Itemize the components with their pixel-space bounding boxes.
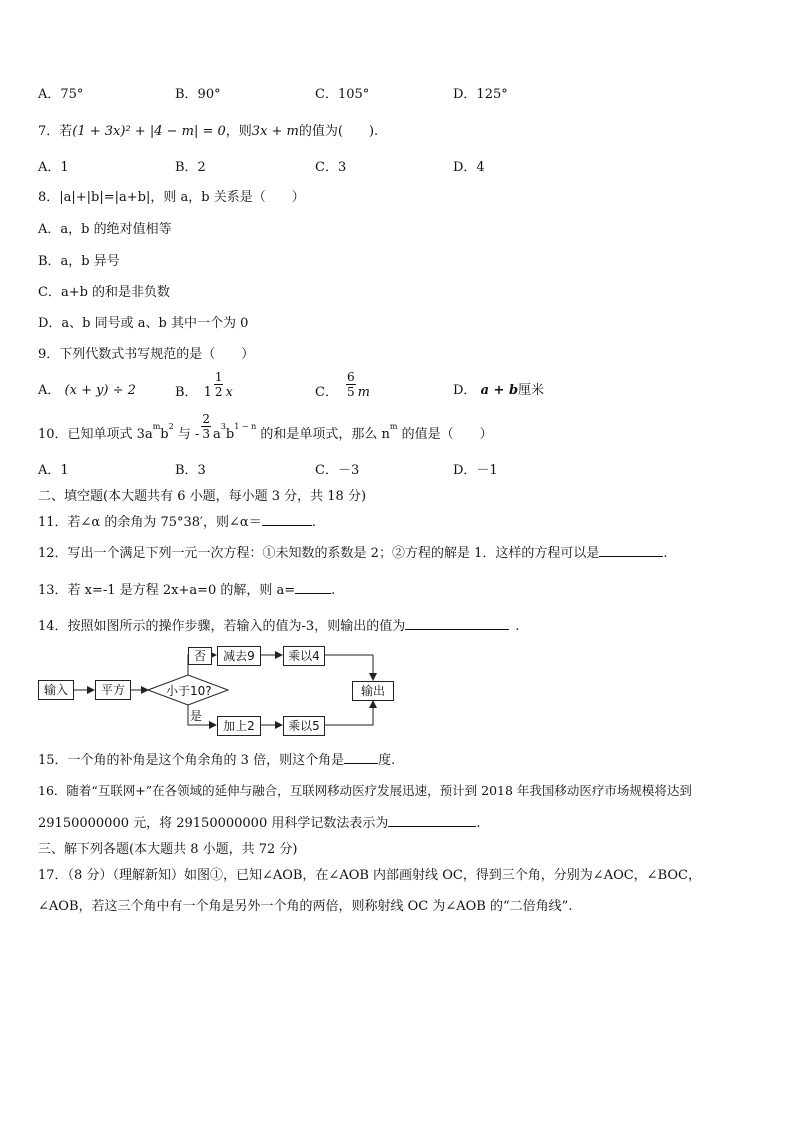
flow-no-label: 否: [188, 647, 212, 665]
q9-stem: 9．下列代数式书写规范的是（ ）: [38, 347, 255, 362]
q9-option-d-expr: a + b: [480, 383, 519, 398]
q10-option-a: A．1: [38, 463, 69, 478]
q14-post: .: [515, 619, 520, 634]
q8-option-c: C．a+b 的和是非负数: [38, 285, 171, 300]
q16-line1: 16．随着“互联网+”在各领域的延伸与融合，互联网移动医疗发展迅速，预计到 2018 年我国移动医疗市场规模将达到: [38, 783, 692, 798]
q14-answer-blank[interactable]: [405, 617, 509, 630]
flow-condition-label: 小于10?: [166, 684, 212, 698]
q9-option-a-expr: (x + y) ÷ 2: [64, 383, 136, 398]
q10-mid2: 与 -: [173, 427, 200, 442]
q12: [38, 542, 668, 561]
flow-multiply4-box: 乘以4: [283, 646, 325, 666]
q7-option-b: B．2: [175, 160, 206, 175]
q10-option-b: B．3: [175, 463, 206, 478]
q16-text: 29150000000 元，将 29150000000 用科学记数法表示为: [38, 816, 389, 831]
q16-post: .: [476, 816, 481, 831]
q9-option-c-fraction: [346, 371, 356, 398]
q7-mid: ，则: [225, 124, 252, 139]
q13-post: .: [331, 583, 336, 598]
q15-text: 15．一个角的补角是这个角余角的 3 倍，则这个角是: [38, 753, 345, 768]
flow-subtract9-box: 减去9: [217, 646, 261, 666]
q12-text: 12．写出一个满足下列一元一次方程：①未知数的系数是 2；②方程的解是 1．这样的方程可以是: [38, 546, 600, 561]
q9-option-a-label: A．: [38, 383, 61, 398]
q13-text: 13．若 x=-1 是方程 2x+a=0 的解，则 a=: [38, 583, 296, 598]
q15-answer-blank[interactable]: [344, 751, 378, 764]
q7-option-a: A．1: [38, 160, 69, 175]
q10-sup1: m: [152, 421, 161, 431]
q9-option-b-whole: 1: [203, 385, 212, 400]
q10-sup3: 3: [220, 421, 226, 431]
q6-option-c: C．105°: [315, 87, 370, 102]
q16-answer-blank[interactable]: [388, 814, 476, 827]
q9-option-a: [38, 379, 136, 398]
q10-tail: 的值是（ ）: [397, 427, 493, 442]
q9-option-b-label: B．: [175, 385, 198, 400]
q8-option-d: D．a、b 同号或 a、b 其中一个为 0: [38, 316, 249, 331]
q11-text: 11．若∠α 的余角为 75°38′，则∠α＝: [38, 515, 262, 530]
flow-add2-box: 加上2: [217, 716, 261, 736]
q10-fraction-numerator: 2: [202, 412, 211, 426]
q9-option-c-denominator: 5: [346, 385, 355, 399]
q8-option-a: A．a，b 的绝对值相等: [38, 222, 172, 237]
q9-option-c-numerator: 6: [346, 370, 355, 384]
q10-sup4: 1 − n: [234, 421, 257, 431]
q9-option-d-unit: 厘米: [518, 383, 545, 398]
q15: [38, 749, 395, 768]
flow-output-box: 输出: [352, 681, 394, 701]
q10-sup2: 2: [168, 421, 174, 431]
q10-option-d: D．－1: [453, 463, 498, 478]
q7-option-d: D．4: [453, 160, 485, 175]
q7-stem: [38, 120, 378, 139]
q10-sup5: m: [389, 421, 398, 431]
q6-option-a: A．75°: [38, 87, 84, 102]
q9-option-b-numerator: 1: [214, 370, 223, 384]
q9-options: [38, 371, 758, 405]
section3-heading: 三、解下列各题(本大题共 8 小题，共 72 分): [38, 842, 298, 857]
q7-options: [38, 156, 758, 176]
q17-line2: ∠AOB，若这三个角中有一个角是另外一个角的两倍，则称射线 OC 为∠AOB 的“二倍角线”.: [38, 899, 573, 914]
q9-option-c-var: m: [357, 385, 370, 400]
q7-equation: (1 + 3x)² + |4 − m| = 0: [72, 124, 226, 139]
flow-yes-label: 是: [190, 709, 203, 723]
q16-line2: [38, 812, 481, 831]
arrow-mul4-output: [324, 655, 373, 680]
q6-option-d: D．125°: [453, 87, 508, 102]
q10-mid3: a: [213, 427, 221, 442]
q9-option-d: [453, 379, 544, 398]
q8-option-b: B．a，b 异号: [38, 254, 120, 269]
q7-tail: 的值为( ).: [298, 124, 379, 139]
q14: [38, 615, 519, 634]
q13: [38, 579, 335, 598]
q9-option-c: [315, 371, 370, 398]
arrow-mul5-output: [324, 701, 373, 725]
q10-mid4: b: [225, 427, 235, 442]
q12-answer-blank[interactable]: [599, 544, 663, 557]
q10-pre: 10．已知单项式 3a: [38, 427, 153, 442]
q7-option-c: C．3: [315, 160, 347, 175]
section2-heading: 二、填空题(本大题共有 6 小题，每小题 3 分，共 18 分): [38, 489, 367, 504]
q10-options: [38, 459, 758, 479]
q7-number: 7．若: [38, 124, 73, 139]
q9-option-b: [175, 371, 233, 398]
q6-options: [38, 83, 758, 103]
q11-answer-blank[interactable]: [262, 513, 312, 526]
q9-option-b-denominator: 2: [214, 385, 223, 399]
q7-expression: 3x + m: [251, 124, 299, 139]
flowchart: [38, 645, 398, 740]
q10-mid5: 的和是单项式，那么 n: [256, 427, 390, 442]
q9-option-d-label: D．: [453, 383, 477, 398]
q9-option-b-fraction: [214, 371, 224, 398]
q10-fraction: [201, 413, 211, 440]
q8-stem: 8．|a|+|b|=|a+b|，则 a，b 关系是（ ）: [38, 190, 305, 205]
q10-option-c: C．－3: [315, 463, 360, 478]
q17-line1: 17．（8 分）（理解新知）如图①，已知∠AOB，在∠AOB 内部画射线 OC，得到三个角，分别为∠AOC，∠BOC，: [38, 868, 701, 883]
q11-post: .: [311, 515, 316, 530]
q15-post: 度.: [378, 753, 396, 768]
q10-stem: [38, 413, 493, 440]
q9-option-c-label: C．: [315, 385, 338, 400]
q10-fraction-denominator: 3: [202, 427, 211, 441]
q12-post: .: [663, 546, 668, 561]
q11: [38, 511, 316, 530]
q6-option-b: B．90°: [175, 87, 221, 102]
flow-square-box: 平方: [95, 680, 131, 700]
flow-input-box: 输入: [38, 680, 74, 700]
flow-multiply5-box: 乘以5: [283, 716, 325, 736]
q10-mid1: b: [160, 427, 169, 442]
q9-option-b-var: x: [225, 385, 233, 400]
q13-answer-blank[interactable]: [295, 581, 331, 594]
q14-text: 14．按照如图所示的操作步骤，若输入的值为-3，则输出的值为: [38, 619, 406, 634]
